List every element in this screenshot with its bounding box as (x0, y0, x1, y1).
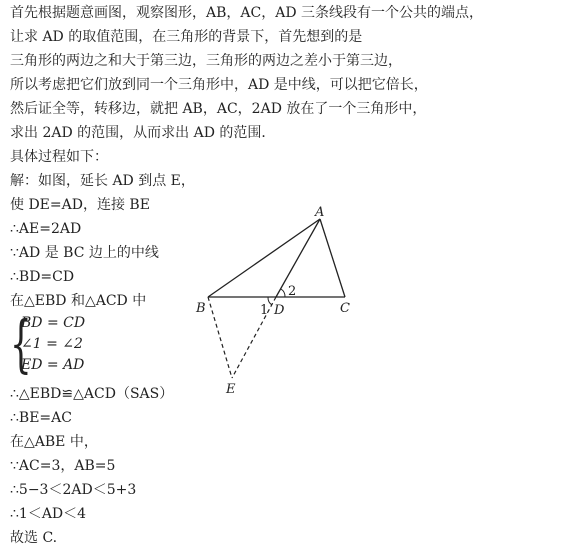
text-line: ∴5−3＜2AD＜5+3 (10, 482, 137, 498)
text-line: 解：如图，延长 AD 到点 E， (10, 173, 195, 189)
segment-be (208, 297, 232, 378)
left-brace: { (10, 307, 32, 380)
text-line: 使 DE=AD，连接 BE (10, 197, 150, 213)
point-label-c: C (340, 301, 350, 316)
point-label-e: E (226, 382, 236, 397)
point-label-d: D (274, 303, 285, 318)
system-line: BD = CD (21, 315, 86, 331)
text-line: 让求 AD 的取值范围，在三角形的背景下，首先想到的是 (10, 29, 363, 45)
point-label-b: B (196, 301, 206, 316)
text-line: 首先根据题意画图，观察图形，AB，AC，AD 三条线段有一个公共的端点， (10, 5, 484, 21)
text-line: ∴AE=2AD (10, 221, 82, 237)
angle-1-arc (268, 297, 272, 305)
text-line: ∵AC=3，AB=5 (10, 458, 116, 474)
system-line: ED = AD (21, 357, 85, 373)
segment-ac (320, 219, 345, 297)
text-line: ∴1＜AD＜4 (10, 506, 87, 522)
text-line: 然后证全等，转移边，就把 AB，AC，2AD 放在了一个三角形中， (10, 101, 427, 117)
segment-de (232, 297, 276, 378)
text-line: 在△ABE 中， (10, 434, 98, 450)
text-line: 具体过程如下： (10, 149, 108, 165)
text-line: 所以考虑把它们放到同一个三角形中，AD 是中线，可以把它倍长， (10, 77, 428, 93)
text-line: 在△EBD 和△ACD 中 (10, 293, 147, 309)
angle-2-arc (281, 289, 285, 297)
segment-ab (208, 219, 320, 297)
text-line: ∴BE=AC (10, 410, 72, 426)
segment-ad (276, 219, 320, 297)
text-line: 三角形的两边之和大于第三边，三角形的两边之差小于第三边， (10, 53, 402, 69)
text-line: 求出 2AD 的范围，从而求出 AD 的范围． (10, 125, 276, 141)
angle-label-1: 1 (260, 303, 269, 318)
text-line: ∴△EBD≌△ACD（SAS） (10, 386, 174, 402)
angle-label-2: 2 (288, 284, 297, 299)
system-line: ∠1 = ∠2 (21, 336, 83, 352)
text-line: 故选 C. (10, 530, 58, 546)
text-line: ∴BD=CD (10, 269, 75, 285)
text-line: ∵AD 是 BC 边上的中线 (10, 245, 159, 261)
point-label-a: A (315, 205, 325, 220)
